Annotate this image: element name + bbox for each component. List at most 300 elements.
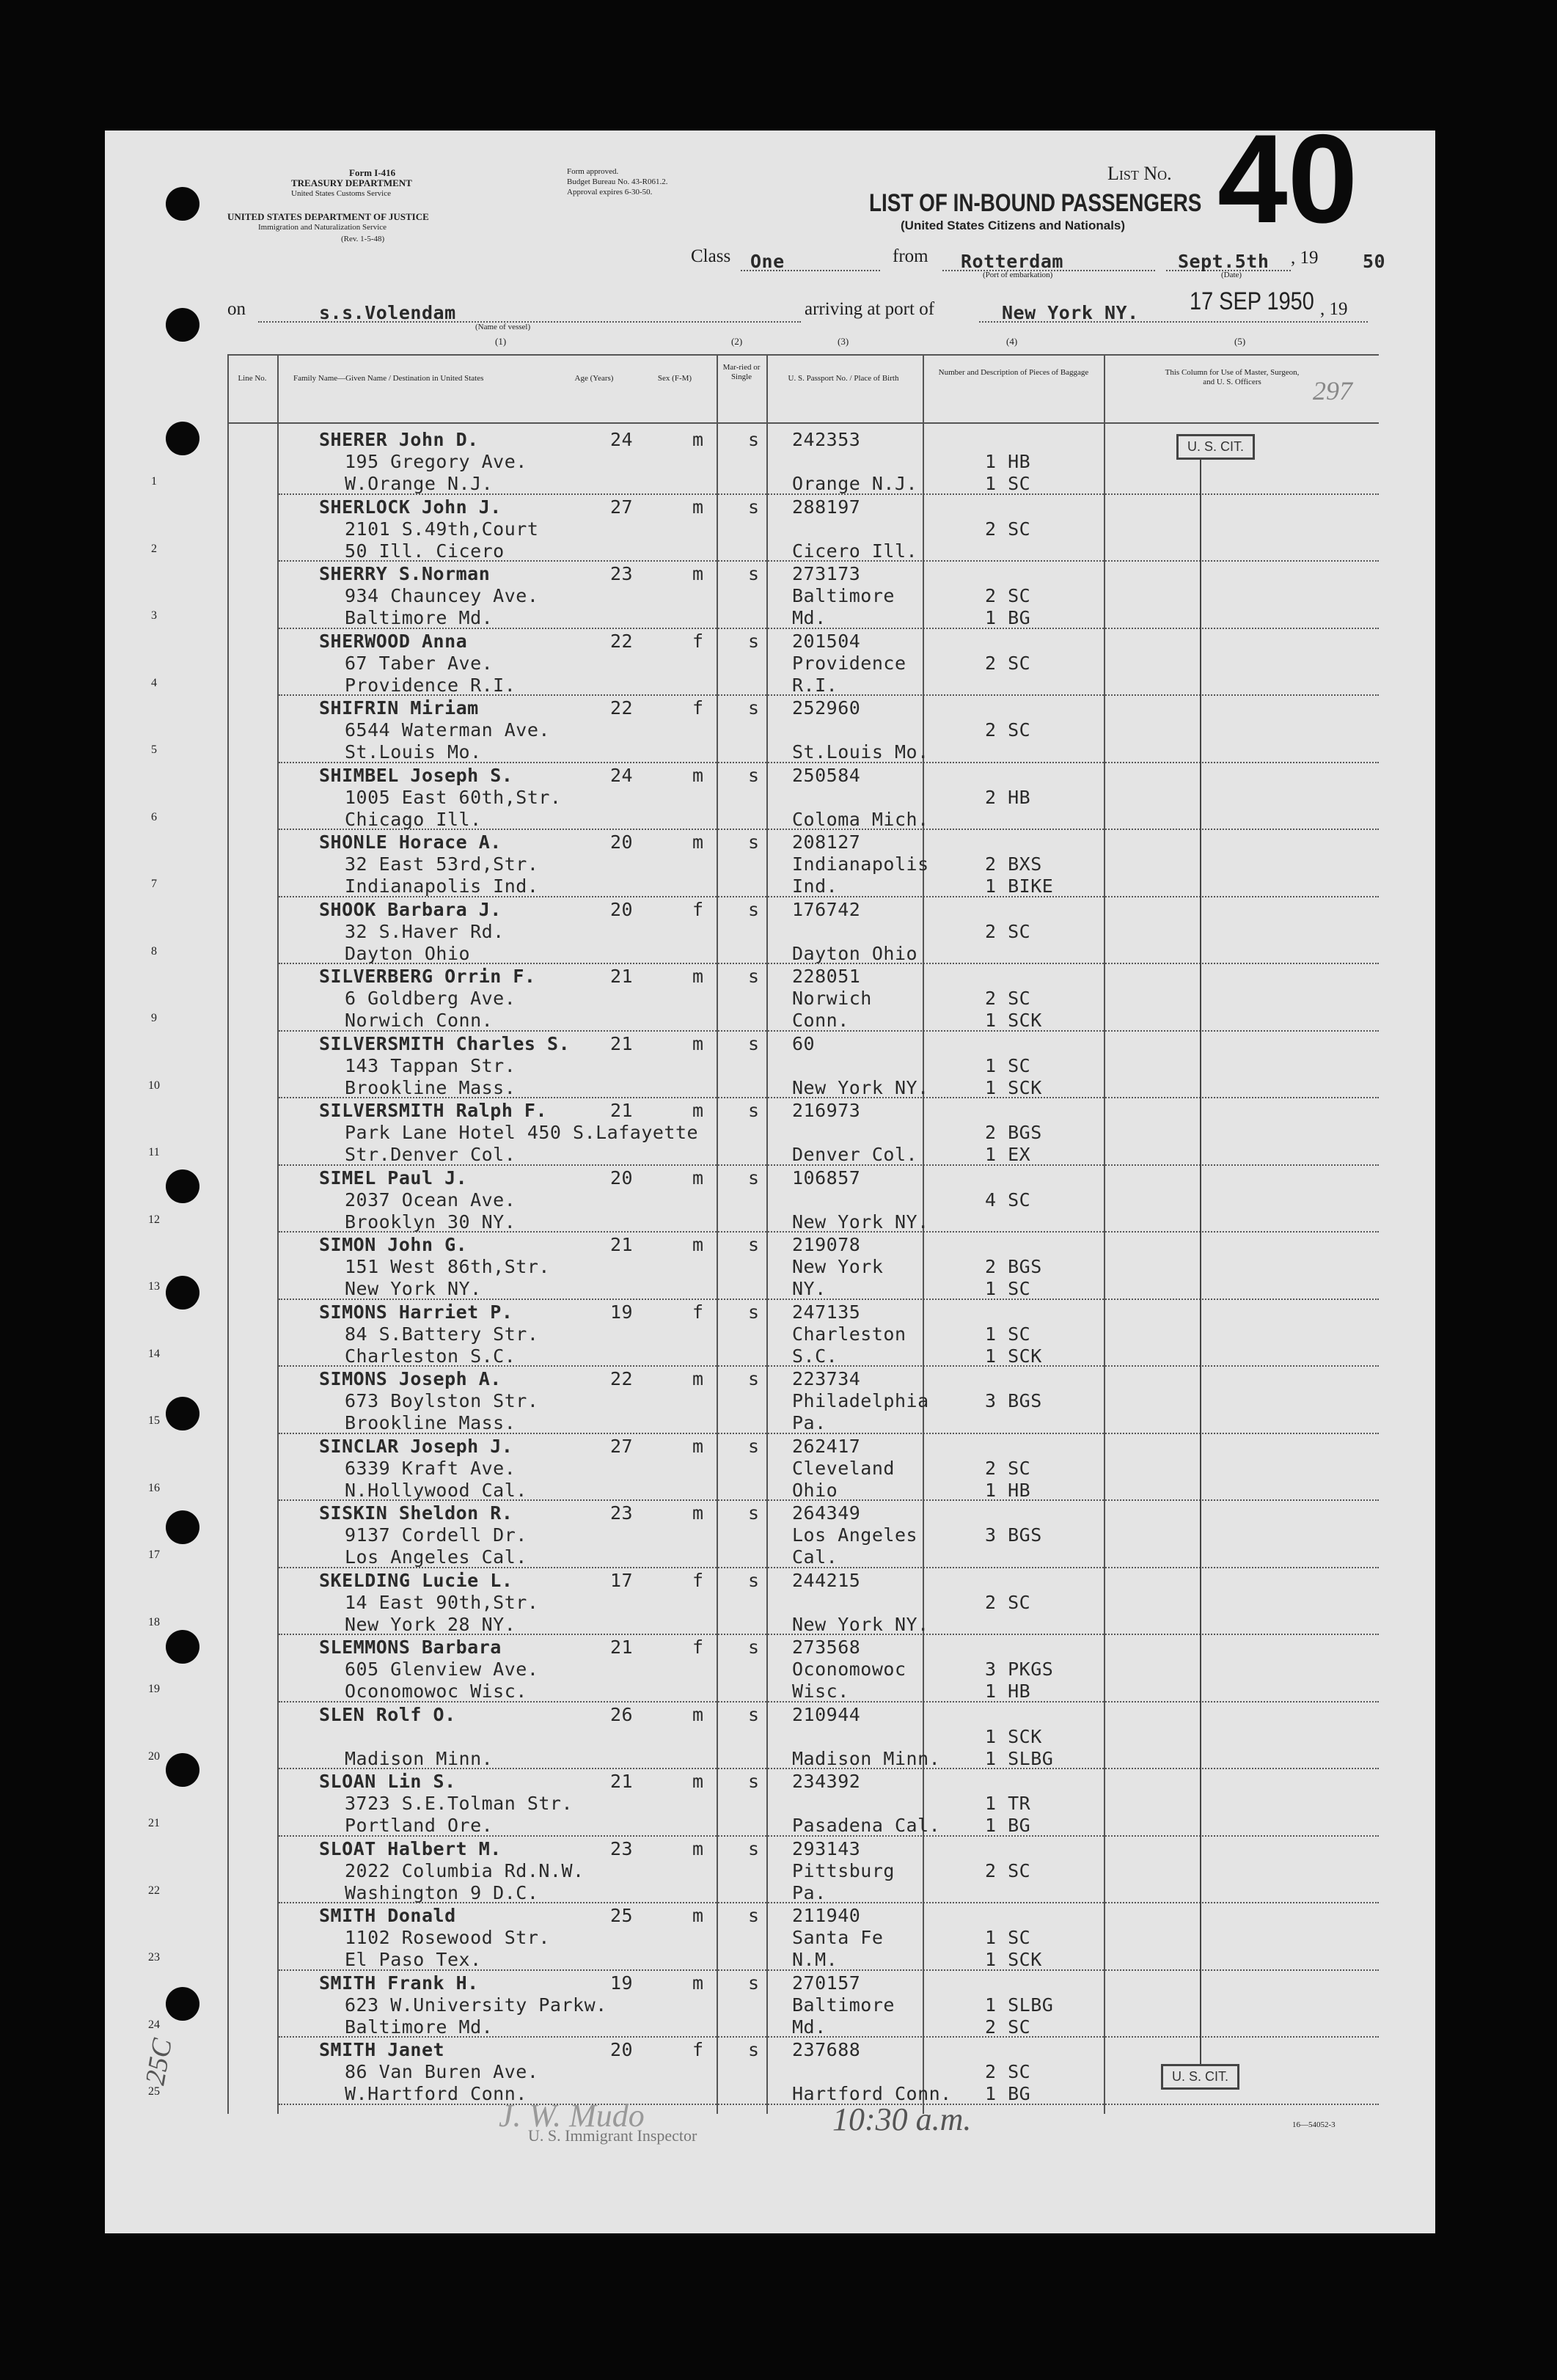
cell-birth2: Md.	[792, 607, 827, 628]
cell-birth2: NY.	[792, 1278, 827, 1299]
cell-ms: s	[748, 1435, 760, 1457]
cell-age: 21	[610, 1637, 634, 1658]
cell-addr1: 9137 Cordell Dr.	[345, 1524, 527, 1546]
cell-addr2: Baltimore Md.	[345, 2016, 494, 2038]
cell-bag2: 1 SCK	[985, 1345, 1042, 1367]
cell-ms: s	[748, 831, 760, 853]
cell-addr2: Oconomowoc Wisc.	[345, 1681, 527, 1702]
cell-addr2: Brookline Mass.	[345, 1076, 516, 1098]
cell-birth2: Cal.	[792, 1546, 838, 1568]
margin-note: 25C	[139, 2036, 178, 2087]
us-citizen-stamp-top: U. S. CIT.	[1176, 434, 1255, 460]
cell-sex: f	[692, 1637, 704, 1658]
line-number: 16	[148, 1481, 160, 1494]
cell-name: SHIMBEL Joseph S.	[319, 764, 513, 786]
cell-addr2: Portland Ore.	[345, 1815, 494, 1836]
line-number: 2	[151, 542, 157, 555]
cell-addr2: Charleston S.C.	[345, 1345, 516, 1367]
cell-age: 22	[610, 630, 634, 652]
cell-addr2: Chicago Ill.	[345, 808, 482, 830]
cell-name: SHERLOCK John J.	[319, 496, 502, 518]
cell-age: 17	[610, 1569, 634, 1591]
cell-ms: s	[748, 1703, 760, 1725]
cell-passport: 242353	[792, 429, 861, 450]
cell-ms: s	[748, 1032, 760, 1054]
cell-birth2: Hartford Conn.	[792, 2083, 952, 2104]
cell-ms: s	[748, 1368, 760, 1389]
header-baggage: Number and Description of Pieces of Baggage	[938, 368, 1089, 377]
arrival-port: New York NY.	[1002, 302, 1139, 323]
header-sex: Sex (F-M)	[657, 374, 692, 383]
cell-bag1: 1 SLBG	[985, 1994, 1054, 2016]
header-line: Line No.	[238, 374, 267, 383]
cell-sex: m	[692, 429, 704, 450]
line-number: 10	[148, 1079, 160, 1092]
cell-passport: 223734	[792, 1368, 861, 1389]
line-number: 19	[148, 1683, 160, 1695]
cell-birth2: New York NY.	[792, 1613, 929, 1635]
cell-bag1: 2 SC	[985, 988, 1031, 1009]
vessel-name: s.s.Volendam	[319, 302, 456, 323]
cell-addr2: Brooklyn 30 NY.	[345, 1211, 516, 1233]
cell-bag1: 2 SC	[985, 1591, 1031, 1613]
stamp-year-prefix: , 19	[1320, 299, 1348, 319]
cell-sex: f	[692, 630, 704, 652]
cell-passport: 208127	[792, 831, 861, 853]
cell-birth2: New York NY.	[792, 1211, 929, 1233]
cell-name: SMITH Janet	[319, 2039, 445, 2060]
form-approved: Form approved.	[567, 167, 619, 176]
line-number: 18	[148, 1615, 160, 1628]
cell-ms: s	[748, 1167, 760, 1189]
cell-addr2: Washington 9 D.C.	[345, 1881, 539, 1903]
class-value: One	[750, 251, 785, 272]
cell-name: SIMONS Joseph A.	[319, 1368, 502, 1389]
cell-age: 26	[610, 1703, 634, 1725]
cell-name: SKELDING Lucie L.	[319, 1569, 513, 1591]
cell-bag2: 1 SC	[985, 473, 1031, 494]
cell-addr2: Dayton Ohio	[345, 942, 471, 964]
cell-ms: s	[748, 1502, 760, 1524]
cell-sex: m	[692, 966, 704, 987]
line-number: 13	[148, 1280, 160, 1293]
cell-birth2: New York NY.	[792, 1076, 929, 1098]
cell-birth1: Los Angeles	[792, 1524, 918, 1546]
cell-ms: s	[748, 2039, 760, 2060]
cell-addr2: Indianapolis Ind.	[345, 875, 539, 897]
cell-bag1: 2 BGS	[985, 1122, 1042, 1143]
class-label: Class	[691, 246, 731, 266]
line-number: 12	[148, 1213, 160, 1226]
cell-age: 27	[610, 496, 634, 518]
cell-bag2: 1 HB	[985, 1681, 1031, 1702]
cell-birth1: Norwich	[792, 988, 872, 1009]
cell-passport: 273568	[792, 1637, 861, 1658]
cell-bag1: 2 HB	[985, 786, 1031, 808]
cell-birth2: Dayton Ohio	[792, 942, 918, 964]
cell-birth2: Ind.	[792, 875, 838, 897]
cell-sex: f	[692, 898, 704, 920]
cell-bag2: 1 SLBG	[985, 1747, 1054, 1769]
binder-hole	[166, 1169, 199, 1203]
cell-birth2: Denver Col.	[792, 1144, 918, 1165]
cell-age: 23	[610, 1502, 634, 1524]
cell-passport: 273173	[792, 563, 861, 584]
cell-bag1: 2 SC	[985, 1859, 1031, 1881]
port-caption: (Port of embarkation)	[983, 271, 1053, 279]
header-passport: U. S. Passport No. / Place of Birth	[788, 374, 899, 383]
cell-addr1: 934 Chauncey Ave.	[345, 585, 539, 606]
inspector-signature: J. W. Mudo	[499, 2098, 645, 2134]
cell-addr1: 2022 Columbia Rd.N.W.	[345, 1859, 585, 1881]
cell-age: 20	[610, 898, 634, 920]
us-citizen-stamp-bottom: U. S. CIT.	[1161, 2064, 1239, 2090]
cell-birth2: Pa.	[792, 1412, 827, 1433]
binder-hole	[166, 1276, 199, 1310]
cell-bag1: 3 BGS	[985, 1390, 1042, 1411]
cell-age: 20	[610, 831, 634, 853]
cell-sex: m	[692, 496, 704, 518]
cell-passport: 262417	[792, 1435, 861, 1457]
cell-sex: m	[692, 1703, 704, 1725]
line-number: 6	[151, 810, 157, 823]
cell-name: SLOAT Halbert M.	[319, 1837, 502, 1859]
cell-name: SLOAN Lin S.	[319, 1771, 456, 1792]
arriving-label: arriving at port of	[805, 299, 935, 319]
cell-birth2: Pa.	[792, 1881, 827, 1903]
cell-bag2: 1 SCK	[985, 1949, 1042, 1970]
cell-bag1: 3 PKGS	[985, 1659, 1054, 1680]
cell-age: 20	[610, 2039, 634, 2060]
treasury-dept: TREASURY DEPARTMENT	[291, 177, 412, 188]
cell-addr1: 143 Tappan Str.	[345, 1054, 516, 1076]
cell-addr2: Brookline Mass.	[345, 1412, 516, 1433]
cell-name: SLEMMONS Barbara	[319, 1637, 502, 1658]
header-age: Age (Years)	[574, 374, 614, 383]
cell-ms: s	[748, 1837, 760, 1859]
col-num-1: (1)	[495, 336, 507, 347]
arrival-date: Sept.5th	[1178, 251, 1270, 272]
cell-birth1: Philadelphia	[792, 1390, 929, 1411]
col-num-5: (5)	[1234, 336, 1246, 347]
cell-bag2: 1 EX	[985, 1144, 1031, 1165]
col-num-4: (4)	[1006, 336, 1018, 347]
cell-sex: m	[692, 1167, 704, 1189]
form-subtitle: (United States Citizens and Nationals)	[901, 218, 1126, 232]
cell-name: SHONLE Horace A.	[319, 831, 502, 853]
cell-bag1: 4 SC	[985, 1189, 1031, 1211]
cell-ms: s	[748, 966, 760, 987]
cell-bag2: 1 BIKE	[985, 875, 1054, 897]
cell-name: SLEN Rolf O.	[319, 1703, 456, 1725]
cell-birth2: Pasadena Cal.	[792, 1815, 941, 1836]
cell-ms: s	[748, 1569, 760, 1591]
cell-addr1: 673 Boylston Str.	[345, 1390, 539, 1411]
cell-ms: s	[748, 1301, 760, 1323]
cell-passport: 234392	[792, 1771, 861, 1792]
cell-passport: 216973	[792, 1100, 861, 1121]
cell-name: SHERWOOD Anna	[319, 630, 468, 652]
cell-sex: m	[692, 1502, 704, 1524]
cell-birth2: St.Louis Mo.	[792, 741, 929, 763]
cell-bag1: 3 BGS	[985, 1524, 1042, 1546]
cell-bag1: 1 TR	[985, 1793, 1031, 1814]
cell-age: 25	[610, 1905, 634, 1926]
cell-bag1: 1 SCK	[985, 1725, 1042, 1747]
cell-birth2: Madison Minn.	[792, 1747, 941, 1769]
cell-bag2: 1 SC	[985, 1278, 1031, 1299]
cell-passport: 228051	[792, 966, 861, 987]
line-number: 24	[148, 2018, 160, 2031]
col-num-3: (3)	[838, 336, 849, 347]
cell-passport: 288197	[792, 496, 861, 518]
inspector-title: U. S. Immigrant Inspector	[528, 2126, 697, 2145]
cell-birth2: R.I.	[792, 674, 838, 696]
cell-passport: 270157	[792, 1972, 861, 1994]
cell-sex: m	[692, 1435, 704, 1457]
line-number: 22	[148, 1884, 160, 1897]
list-number: 40	[1217, 109, 1358, 249]
cell-addr1: 14 East 90th,Str.	[345, 1591, 539, 1613]
cell-bag1: 1 SC	[985, 1054, 1031, 1076]
cell-ms: s	[748, 429, 760, 450]
cell-addr1: 67 Taber Ave.	[345, 652, 494, 674]
line-number: 23	[148, 1951, 160, 1964]
cell-sex: m	[692, 1837, 704, 1859]
line-number: 17	[148, 1549, 160, 1561]
cell-addr1: 623 W.University Parkw.	[345, 1994, 607, 2016]
col-num-2: (2)	[731, 336, 743, 347]
cell-bag1: 2 SC	[985, 719, 1031, 741]
line-number: 20	[148, 1749, 160, 1763]
cell-ms: s	[748, 697, 760, 719]
cell-age: 23	[610, 1837, 634, 1859]
cell-ms: s	[748, 1972, 760, 1994]
vessel-caption: (Name of vessel)	[475, 323, 531, 331]
line-number: 25	[148, 2085, 160, 2098]
cell-age: 24	[610, 429, 634, 450]
cell-bag2: 1 BG	[985, 2083, 1031, 2104]
header-name: Family Name—Given Name / Destination in United States	[293, 374, 484, 383]
cell-name: SHOOK Barbara J.	[319, 898, 502, 920]
cell-passport: 106857	[792, 1167, 861, 1189]
cell-addr1: 84 S.Battery Str.	[345, 1323, 539, 1345]
cell-ms: s	[748, 1905, 760, 1926]
cell-addr2: El Paso Tex.	[345, 1949, 482, 1970]
cell-addr1: 6339 Kraft Ave.	[345, 1457, 516, 1479]
cell-birth1: Cleveland	[792, 1457, 895, 1479]
cell-age: 21	[610, 966, 634, 987]
cell-passport: 176742	[792, 898, 861, 920]
cell-sex: f	[692, 1569, 704, 1591]
cell-bag1: 2 SC	[985, 1457, 1031, 1479]
revision: (Rev. 1-5-48)	[341, 235, 385, 243]
customs-service: United States Customs Service	[291, 189, 391, 198]
cell-birth2: N.M.	[792, 1949, 838, 1970]
year-suffix: 50	[1363, 251, 1386, 272]
line-number: 11	[148, 1146, 160, 1158]
cell-ms: s	[748, 1234, 760, 1255]
page-reference: 297	[1313, 376, 1352, 405]
cell-addr2: Norwich Conn.	[345, 1010, 494, 1031]
cell-sex: m	[692, 1368, 704, 1389]
cell-sex: m	[692, 764, 704, 786]
cell-sex: f	[692, 697, 704, 719]
binder-hole	[166, 187, 199, 221]
line-number: 8	[151, 944, 157, 958]
cell-bag2: 1 HB	[985, 1479, 1031, 1501]
port-of-embarkation: Rotterdam	[961, 251, 1063, 272]
cell-passport: 60	[792, 1032, 816, 1054]
cell-birth2: Orange N.J.	[792, 473, 918, 494]
cell-addr1: 1102 Rosewood Str.	[345, 1927, 550, 1948]
cell-addr1: 6544 Waterman Ave.	[345, 719, 550, 741]
cell-age: 23	[610, 563, 634, 584]
binder-hole	[166, 1397, 199, 1430]
cell-age: 21	[610, 1234, 634, 1255]
cell-sex: m	[692, 1234, 704, 1255]
cell-bag1: 2 SC	[985, 652, 1031, 674]
cell-age: 24	[610, 764, 634, 786]
cell-addr2: Los Angeles Cal.	[345, 1546, 527, 1568]
cell-ms: s	[748, 898, 760, 920]
cell-ms: s	[748, 1637, 760, 1658]
line-number: 1	[151, 475, 157, 488]
cell-name: SIMON John G.	[319, 1234, 468, 1255]
cell-age: 19	[610, 1301, 634, 1323]
cell-addr2: Providence R.I.	[345, 674, 516, 696]
cell-sex: m	[692, 1032, 704, 1054]
cell-bag1: 2 BGS	[985, 1256, 1042, 1277]
cell-passport: 211940	[792, 1905, 861, 1926]
cell-passport: 293143	[792, 1837, 861, 1859]
cell-name: SHIFRIN Miriam	[319, 697, 479, 719]
cell-birth2: Cicero Ill.	[792, 540, 918, 562]
cell-addr2: N.Hollywood Cal.	[345, 1479, 527, 1501]
cell-passport: 244215	[792, 1569, 861, 1591]
cell-bag1: 1 SC	[985, 1927, 1031, 1948]
cell-ms: s	[748, 630, 760, 652]
cell-name: SISKIN Sheldon R.	[319, 1502, 513, 1524]
cell-birth1: Providence	[792, 652, 906, 674]
cell-age: 22	[610, 697, 634, 719]
cell-birth1: Santa Fe	[792, 1927, 884, 1948]
cell-ms: s	[748, 1100, 760, 1121]
cell-sex: m	[692, 1905, 704, 1926]
line-number: 7	[151, 878, 157, 890]
cell-name: SINCLAR Joseph J.	[319, 1435, 513, 1457]
cell-bag1: 2 SC	[985, 518, 1031, 540]
cell-sex: m	[692, 1100, 704, 1121]
cell-bag1: 1 HB	[985, 451, 1031, 472]
cell-age: 21	[610, 1771, 634, 1792]
header-married: Mar-ried or Single	[722, 363, 761, 381]
cell-addr1: 2037 Ocean Ave.	[345, 1189, 516, 1211]
cell-sex: m	[692, 1972, 704, 1994]
cell-birth2: Ohio	[792, 1479, 838, 1501]
cell-ms: s	[748, 496, 760, 518]
cell-bag2: 1 BG	[985, 607, 1031, 628]
cell-age: 21	[610, 1032, 634, 1054]
cell-name: SMITH Frank H.	[319, 1972, 479, 1994]
line-number: 15	[148, 1414, 160, 1427]
line-number: 4	[151, 676, 157, 689]
cell-name: SILVERSMITH Ralph F.	[319, 1100, 548, 1121]
cell-passport: 250584	[792, 764, 861, 786]
binder-hole	[166, 1630, 199, 1664]
cell-birth1: New York	[792, 1256, 884, 1277]
ins-service: Immigration and Naturalization Service	[258, 223, 387, 232]
cell-addr2: Madison Minn.	[345, 1747, 494, 1769]
year-prefix: , 19	[1291, 248, 1319, 268]
cell-sex: m	[692, 1771, 704, 1792]
cell-birth1: Charleston	[792, 1323, 906, 1345]
list-no-label: List No.	[1107, 163, 1172, 184]
cell-birth1: Pittsburg	[792, 1859, 895, 1881]
cell-addr2: W.Orange N.J.	[345, 473, 494, 494]
cell-bag1: 1 SC	[985, 1323, 1031, 1345]
cell-birth1: Baltimore	[792, 585, 895, 606]
cell-name: SMITH Donald	[319, 1905, 456, 1926]
cell-age: 21	[610, 1100, 634, 1121]
cell-passport: 252960	[792, 697, 861, 719]
cell-birth1: Indianapolis	[792, 853, 929, 875]
cell-birth2: Conn.	[792, 1010, 849, 1031]
cell-addr1: 32 East 53rd,Str.	[345, 853, 539, 875]
cell-addr1: 86 Van Buren Ave.	[345, 2061, 539, 2082]
cell-sex: f	[692, 1301, 704, 1323]
cell-addr1: 32 S.Haver Rd.	[345, 920, 505, 942]
cell-passport: 210944	[792, 1703, 861, 1725]
cell-age: 19	[610, 1972, 634, 1994]
cell-name: SIMONS Harriet P.	[319, 1301, 513, 1323]
cell-addr2: St.Louis Mo.	[345, 741, 482, 763]
line-number: 9	[151, 1012, 157, 1024]
from-label: from	[893, 246, 928, 266]
header-officers: This Column for Use of Master, Surgeon, and U. S. Officers	[1165, 368, 1300, 386]
cell-bag2: 1 BG	[985, 1815, 1031, 1836]
cell-ms: s	[748, 563, 760, 584]
cell-age: 22	[610, 1368, 634, 1389]
cell-addr2: Str.Denver Col.	[345, 1144, 516, 1165]
line-number: 14	[148, 1347, 160, 1360]
cell-addr2: Baltimore Md.	[345, 607, 494, 628]
cell-age: 27	[610, 1435, 634, 1457]
cell-bag1: 2 SC	[985, 920, 1031, 942]
cell-ms: s	[748, 1771, 760, 1792]
line-number: 3	[151, 609, 157, 622]
cell-age: 20	[610, 1167, 634, 1189]
cell-addr1: 2101 S.49th,Court	[345, 518, 539, 540]
cell-birth2: Md.	[792, 2016, 827, 2038]
cell-passport: 201504	[792, 630, 861, 652]
on-label: on	[227, 299, 246, 319]
cell-passport: 264349	[792, 1502, 861, 1524]
cell-addr1: 605 Glenview Ave.	[345, 1659, 539, 1680]
approval-expires: Approval expires 6-30-50.	[567, 188, 653, 197]
cell-sex: f	[692, 2039, 704, 2060]
cell-addr2: W.Hartford Conn.	[345, 2083, 527, 2104]
cell-addr1: 3723 S.E.Tolman Str.	[345, 1793, 574, 1814]
cell-name: SHERER John D.	[319, 429, 479, 450]
cell-addr2: 50 Ill. Cicero	[345, 540, 505, 562]
binder-hole	[166, 1987, 199, 2021]
cell-birth2: Wisc.	[792, 1681, 849, 1702]
form-title: LIST OF IN-BOUND PASSENGERS	[869, 189, 1202, 217]
cell-bag1: 2 SC	[985, 2061, 1031, 2082]
line-number: 5	[151, 743, 157, 756]
cell-birth2: Coloma Mich.	[792, 808, 929, 830]
